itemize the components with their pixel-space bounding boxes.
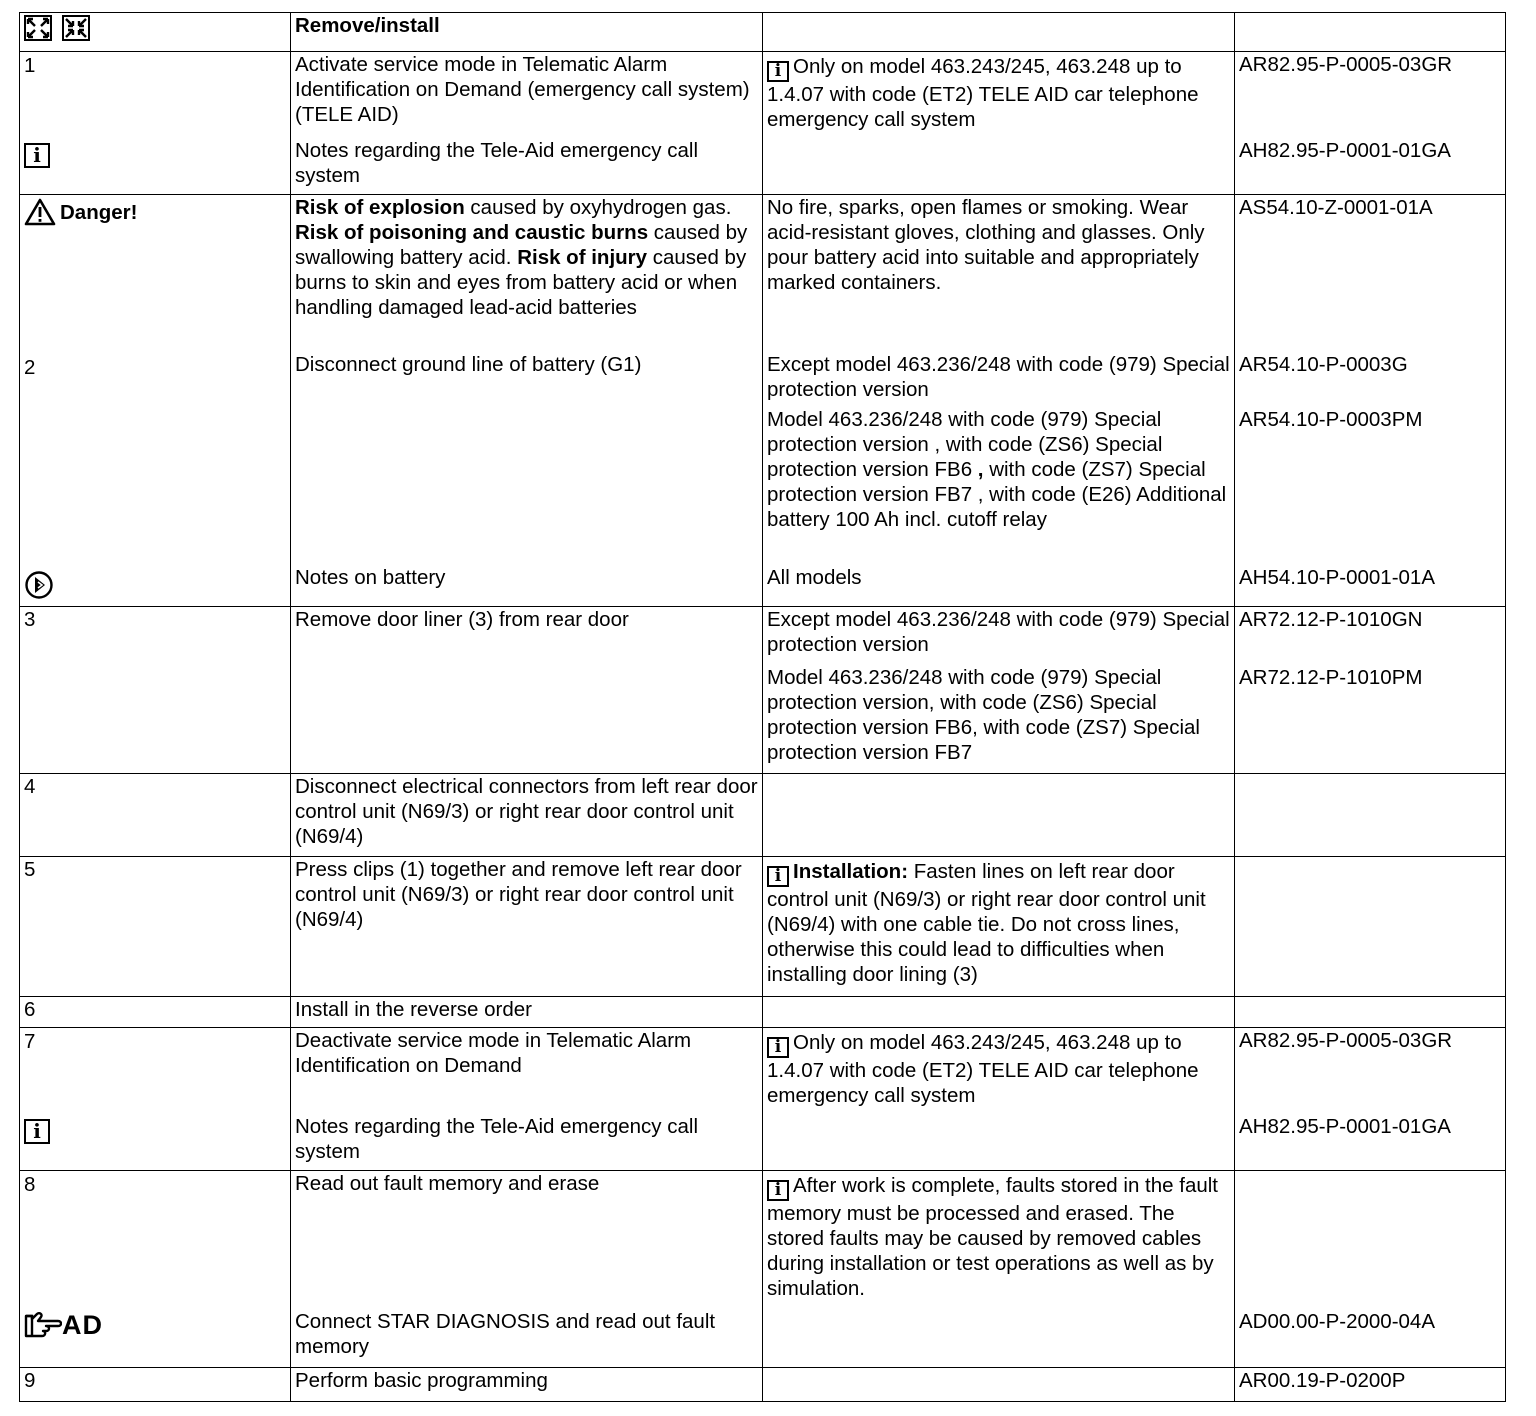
step-text: Deactivate service mode in Telematic Alarm Identification on Demand [295, 1029, 692, 1077]
sub-step-text: Notes regarding the Tele-Aid emergency call system [295, 139, 699, 187]
star-diagnosis-label: AD [24, 1312, 286, 1338]
warning-triangle-icon [24, 198, 56, 226]
sub-step-note: All models [767, 566, 862, 589]
expand-arrows-icon [24, 15, 52, 47]
step-number: 5 [20, 857, 291, 997]
step-text: Activate service mode in Telematic Alarm Identification on Demand (emergency call system) (TELE AID) [295, 53, 750, 126]
info-icon: i [767, 1037, 789, 1058]
header-empty-cell [1235, 13, 1506, 52]
procedure-table [19, 12, 1506, 1402]
step-number: 7 [24, 1030, 36, 1053]
reference-link[interactable]: AR82.95-P-0005-03GR [1239, 53, 1453, 76]
table-row-step-7 [20, 1028, 1506, 1171]
reference-link[interactable]: AH54.10-P-0001-01A [1239, 566, 1436, 589]
table-row-step-8 [20, 1171, 1506, 1368]
reference-link[interactable]: AR82.95-P-0005-03GR [1239, 1029, 1453, 1052]
step-note: Except model 463.236/248 with code (979) Special protection version [767, 608, 1230, 656]
battery-notes-icon [24, 570, 54, 606]
step-text: Perform basic programming [291, 1368, 763, 1402]
collapse-arrows-icon [62, 15, 90, 47]
step-text: Disconnect electrical connectors from left rear door control unit (N69/3) or right rear door control unit (N69/4) [291, 774, 763, 857]
reference-link[interactable]: AH82.95-P-0001-01GA [1239, 139, 1451, 162]
reference-link[interactable]: AH82.95-P-0001-01GA [1239, 1115, 1451, 1138]
table-header-row [20, 13, 1506, 52]
step-note: Model 463.236/248 with code (979) Special protection version , with code (ZS6) Special protection version FB6 , with code (ZS7) Special protection version FB7 , with code (E26) Additional battery 100 Ah incl. cutoff relay [767, 408, 1227, 531]
step-number: 9 [20, 1368, 291, 1402]
sub-step-text: Notes regarding the Tele-Aid emergency call system [295, 1115, 699, 1163]
info-icon: i [24, 1119, 50, 1144]
header-empty-cell [763, 13, 1235, 52]
danger-text: Danger! [60, 200, 138, 224]
step-number: 6 [20, 997, 291, 1028]
sub-step-text: Notes on battery [295, 566, 446, 589]
step-note [767, 52, 1230, 132]
sub-step-text: Connect STAR DIAGNOSIS and read out fault memory [295, 1310, 716, 1358]
table-row-step-1 [20, 52, 1506, 195]
step-text: Press clips (1) together and remove left rear door control unit (N69/3) or right rear door control unit (N69/4) [291, 857, 763, 997]
info-icon: i [767, 1180, 789, 1201]
step-text: Install in the reverse order [291, 997, 763, 1028]
reference-link[interactable]: AD00.00-P-2000-04A [1239, 1310, 1436, 1333]
info-icon: i [767, 61, 789, 82]
reference-link[interactable]: AR72.12-P-1010GN [1239, 608, 1423, 631]
step-number: 4 [20, 774, 291, 857]
step-note: i Installation: Fasten lines on left rear door control unit (N69/3) or right rear door control unit (N69/4) with one cable tie. Do not cross lines, otherwise this could lead to difficulties when installing door lining (3) [767, 860, 1206, 986]
step-note: Model 463.236/248 with code (979) Special protection version, with code (ZS6) Special protection version FB6, with code (ZS7) Special protection version FB7 [767, 666, 1200, 764]
step-number: 1 [24, 54, 36, 77]
note-text: Only on model 463.243/245, 463.248 up to 1.4.07 with code (ET2) TELE AID car telephone emergency call system [767, 55, 1199, 131]
pointing-hand-icon [24, 1312, 62, 1338]
reference-link[interactable]: AS54.10-Z-0001-01A [1239, 196, 1433, 219]
step-text: Remove door liner (3) from rear door [291, 607, 763, 774]
step-number: 2 [24, 356, 36, 379]
reference-link[interactable]: AR00.19-P-0200P [1235, 1368, 1506, 1402]
step-note: i Only on model 463.243/245, 463.248 up to 1.4.07 with code (ET2) TELE AID car telephone emergency call system [767, 1031, 1199, 1107]
reference-link[interactable]: AR54.10-P-0003PM [1239, 408, 1423, 431]
step-number: 8 [24, 1173, 36, 1196]
table-row-step-4 [20, 774, 1506, 857]
table-row-step-6 [20, 997, 1506, 1028]
table-row-step-3 [20, 607, 1506, 774]
reference-link[interactable]: AR54.10-P-0003G [1239, 353, 1408, 376]
info-icon: i [767, 866, 789, 887]
step-text: Read out fault memory and erase [295, 1172, 600, 1195]
table-row-step-9 [20, 1368, 1506, 1402]
danger-label [24, 198, 286, 226]
danger-description: Risk of explosion caused by oxyhydrogen gas. Risk of poisoning and caustic burns caused by swallowing battery acid. Risk of injury caused by burns to skin and eyes from battery acid or when handling damaged lead-acid batteries [295, 196, 748, 319]
table-row-danger-step-2 [20, 195, 1506, 607]
reference-link[interactable]: AR72.12-P-1010PM [1239, 666, 1423, 689]
header-title: Remove/install [291, 13, 763, 52]
step-note: i After work is complete, faults stored in the fault memory must be processed and erased. The stored faults may be caused by removed cables during installation or test operations as well as by simulation. [767, 1174, 1218, 1300]
step-number: 3 [20, 607, 291, 774]
info-icon: i [24, 143, 50, 168]
step-note: Except model 463.236/248 with code (979) Special protection version [767, 353, 1230, 401]
danger-note: No fire, sparks, open flames or smoking. Wear acid-resistant gloves, clothing and glasses. Only pour battery acid into suitable and appropriately marked containers. [767, 196, 1205, 294]
header-icons-cell [20, 13, 291, 52]
step-text: Disconnect ground line of battery (G1) [295, 353, 642, 376]
table-row-step-5 [20, 857, 1506, 997]
